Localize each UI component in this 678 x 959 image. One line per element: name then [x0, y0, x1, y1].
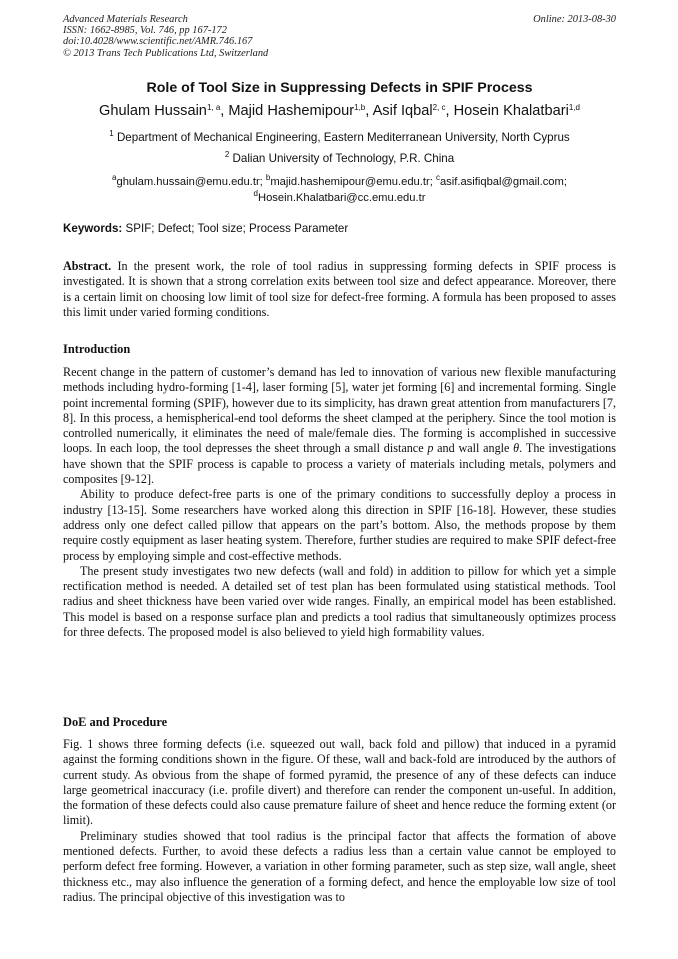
author-name: Majid Hashemipour [228, 103, 355, 119]
introduction-section [63, 365, 616, 640]
paragraph-text: . The investigations have shown that the SPIF process is capable to process a variety of materials including metals, polymers and composites [9-12]. [63, 441, 616, 487]
email-mark: d [253, 189, 258, 198]
copyright-line: © 2013 Trans Tech Publications Ltd, Switzerland [63, 47, 269, 59]
author-affiliation-mark: 1, a [206, 103, 221, 112]
introduction-heading: Introduction [63, 342, 131, 356]
email-mark: c [435, 173, 440, 182]
affiliation-mark: 1 [109, 129, 114, 138]
doi-line: doi:10.4028/www.scientific.net/AMR.746.167 [63, 36, 253, 48]
email-address[interactable]: Hosein.Khalatbari@cc.emu.edu.tr [258, 192, 426, 204]
symbol-p: p [427, 441, 434, 456]
keywords-text: SPIF; Defect; Tool size; Process Parameter [125, 222, 349, 235]
author-emails [63, 174, 616, 206]
body-paragraph: The present study investigates two new defects (wall and fold) in addition to pillow for which yet a simple rectification method is needed. A detailed set of test plan has been formulated using statistical methods. Tool radius and sheet thickness have been varied over wide ranges. Finally, an empirical model has been established. This model is based on a response surface plan and predicts a tool radius that simultaneously optimizes process for three defects. The proposed model is also believed to yield high formability values. [63, 563, 616, 640]
author-affiliation-mark: 1,b [354, 103, 366, 112]
body-paragraph: Fig. 1 shows three forming defects (i.e. squeezed out wall, back fold and pillow) that induced in a pyramid against the forming conditions shown in the figure. Of these, wall and back-fold are introduced by the authors of current study. As obvious from the shape of formed pyramid, the presence of any of these defects can induce large geometrical inaccuracy (i.e. profile divert) and therefore can render the component un-useful. In addition, the formation of these defects could also cause premature failure of sheet and hence reduce the forming extent (or limit). [63, 737, 616, 828]
body-paragraph [63, 365, 616, 487]
paragraph-text: and wall angle [433, 441, 514, 456]
keywords-line [63, 222, 616, 235]
journal-header [63, 14, 616, 59]
affiliation-2 [63, 152, 616, 165]
abstract-paragraph [63, 259, 616, 320]
affiliation-text: Department of Mechanical Engineering, Eastern Mediterranean University, North Cyprus [116, 131, 570, 144]
author-affiliation-mark: 2, c [432, 103, 446, 112]
body-paragraph: Ability to produce defect-free parts is one of the primary conditions to successfully deploy a process in industry [13-15]. Some researchers have worked along this direction in SPIF [16-18]. However, these studies address only one defect called pillow that appears on the part’s bottom. Also, the methods propose by them require costly equipment as laser heating system. Therefore, further studies are required to make SPIF defect-free process by employing simple and cost-effective methods. [63, 487, 616, 563]
author-name: Ghulam Hussain [99, 103, 207, 119]
email-mark: a [112, 173, 117, 182]
keywords-label: Keywords: [63, 222, 123, 235]
affiliation-mark: 2 [224, 150, 230, 159]
affiliation-1 [63, 131, 616, 144]
author-name: Hosein Khalatbari [453, 103, 569, 119]
doe-heading: DoE and Procedure [63, 715, 168, 729]
doe-section [63, 737, 616, 905]
email-address[interactable]: ghulam.hussain@emu.edu.tr; [116, 176, 266, 188]
symbol-theta: θ [513, 441, 520, 456]
affiliation-text: Dalian University of Technology, P.R. China [232, 152, 455, 165]
abstract-text: In the present work, the role of tool radius in suppressing forming defects in SPIF process is investigated. It is shown that a strong correlation exits between tool size and defect appearance. Moreover, there is a certain limit on choosing low limit of tool size for defect-free forming. A formula has been proposed to asses this limit under varied forming conditions. [63, 259, 616, 319]
online-date: Online: 2013-08-30 [533, 14, 616, 25]
paper-title: Role of Tool Size in Suppressing Defects in SPIF Process [146, 80, 533, 96]
abstract-label: Abstract. [63, 259, 112, 273]
email-address[interactable]: asif.asifiqbal@gmail.com; [439, 176, 567, 188]
issn-line: ISSN: 1662-8985, Vol. 746, pp 167-172 [63, 25, 227, 37]
email-address[interactable]: majid.hashemipour@emu.edu.tr; [270, 176, 436, 188]
paragraph-text: Recent change in the pattern of customer’s demand has led to innovation of various new flexible manufacturing methods including hydro-forming [1-4], laser forming [5], water jet forming [6] and incremental forming. Single point incremental forming (SPIF), however due to its simplicity, has drawn great attention from manufacturers [7, 8]. In this process, a hemispherical-end tool deforms the sheet clamped at the periphery. Since the tool motion is controlled numerically, it eliminates the need of male/female dies. The forming is accomplished in successive loops. In each loop, the tool depresses the sheet through a small distance [63, 365, 616, 456]
journal-name: Advanced Materials Research [63, 14, 188, 25]
author-name: Asif Iqbal [372, 103, 433, 119]
author-list: Ghulam Hussain$^{1, a}$, Majid Hashemipour$^{1,b}$, Asif Iqbal$^{2, c}$, Hosein Khalatbari$^{1,d}$ [99, 103, 580, 119]
body-paragraph: Preliminary studies showed that tool radius is the principal factor that affects the formation of above mentioned defects. Further, to avoid these defects a radius less than a certain value cannot be employed to perform defect free forming. However, a variation in other forming parameter, such as step size, wall angle, sheet thickness etc., may also influence the generation of a forming defect, and hence the employable low size of tool radius. The principal objective of this investigation was to [63, 828, 616, 904]
author-affiliation-mark: 1,d [568, 103, 580, 112]
email-mark: b [265, 173, 271, 182]
